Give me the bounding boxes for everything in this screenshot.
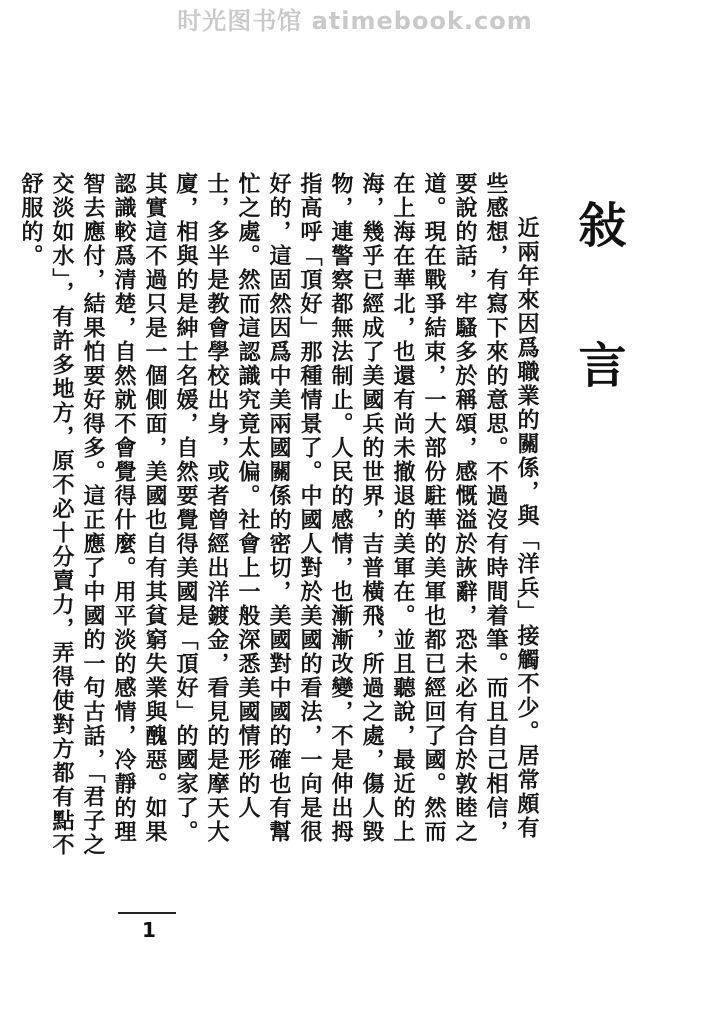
footer-rule bbox=[118, 912, 176, 914]
paragraph: 近兩年來因爲職業的關係，與「洋兵」接觸不少。居常頗有些感想，有寫下來的意思。不過沒有時間着筆。而且自己相信，要說的話，牢騷多於稱頌，感慨溢於詼辭，恐未必有合於敦睦之道。現在戰爭結束，一大部份駐華的美軍也都已經回了國。然而在上海在華北，也還有尚未撤退的美軍在。並且聽說，最近的上海，幾乎已經成了美國兵的世界，吉普橫飛，所過之處，傷人毀物，連警察都無法制止。人民的感情，也漸漸改變，不是伸出拇指高呼「頂好」那種情景了。中國人對於美國的看法，一向是很好的，這固然因爲中美兩國關係的密切，美國對中國的確也有幫忙之處。然而這認識究竟太偏。社會上一般深悉美國情形的人士，多半是教會學校出身，或者曾經出洋鍍金，看見的是摩天大廈，相與的是紳士名媛，自然要覺得美國是「頂好」的國家了。其實這不過只是一個側面，美國也自有其貧窮失業與醜惡。如果認識較爲清楚，自然就不會覺得什麼。用平淡的感情，冷靜的理智去應付，結果怕要好得多。這正應了中國的一句古話，「君子之交淡如水」，有許多地方，原不必十分賣力，弄得使對方都有點不舒服的。 bbox=[18, 172, 540, 857]
page-number: 1 bbox=[142, 918, 156, 942]
page-footer bbox=[118, 912, 182, 942]
preface-body bbox=[15, 172, 542, 862]
page-title: 敍 言 bbox=[570, 200, 626, 410]
watermark: 时光图书馆 atimebook.com bbox=[177, 7, 533, 35]
